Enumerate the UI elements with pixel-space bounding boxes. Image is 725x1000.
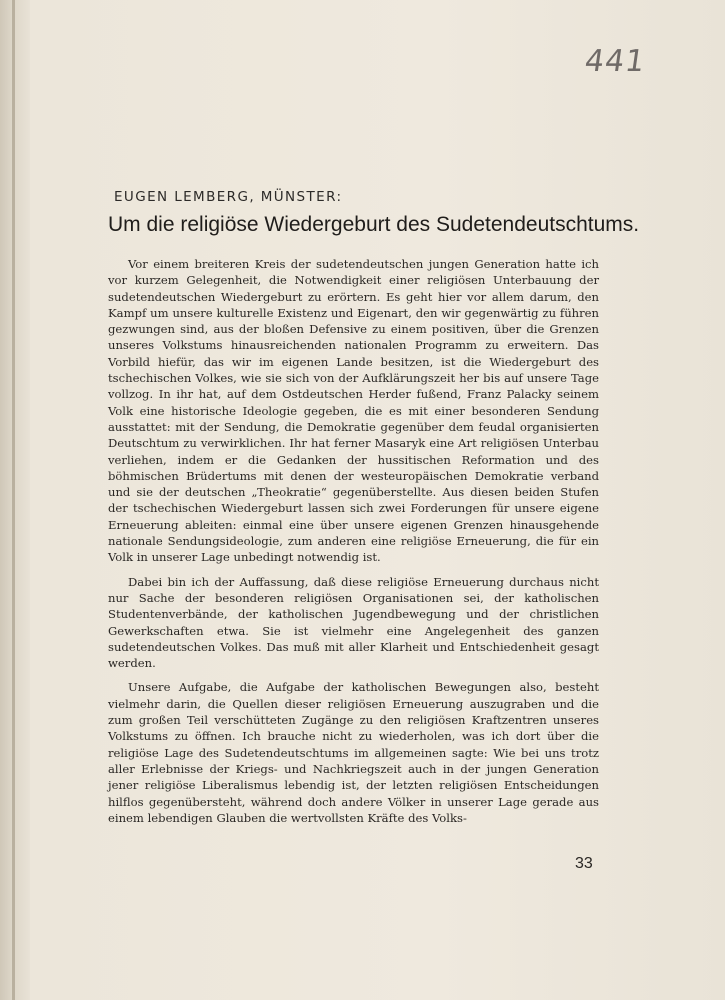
article-body bbox=[108, 256, 599, 834]
page-gutter bbox=[0, 0, 30, 1000]
paragraph-1: Vor einem breiteren Kreis der sudetendeutschen jungen Generation hatte ich vor kurzem Gelegenheit, die Notwendigkeit einer religiösen Unterbauung der sudetendeutschen Wiedergeburt zu erörtern. Es geht hier vor allem darum, den Kampf um unsere kulturelle Existenz und Eigenart, den wir gegenwärtig zu führen gezwungen sind, aus der bloßen Defensive zu einem positiven, über die Grenzen unseres Volkstums hinausreichenden nationalen Programm zu erweitern. Das Vorbild hiefür, das wir im eigenen Lande besitzen, ist die Wiedergeburt des tschechischen Volkes, wie sie sich von der Aufklärungszeit her bis auf unsere Tage vollzog. In ihr hat, auf dem Ostdeutschen Herder fußend, Franz Palacky seinem Volk eine historische Ideologie gegeben, die es mit einer besonderen Sendung ausstattet: mit der Sendung, die Demokratie gegenüber dem feudal organisierten Deutschtum zu verwirklichen. Ihr hat ferner Masaryk eine Art religiösen Unterbau verliehen, indem er die Gedanken der hussitischen Reformation und des böhmischen Brüdertums mit denen der westeuropäischen Demokratie verband und sie der deutschen „Theokratie“ gegenüberstellte. Aus diesen beiden Stufen der tschechischen Wiedergeburt lassen sich zwei Forderungen für unsere eigene Erneuerung ableiten: einmal eine über unsere eigenen Grenzen hinausgehende nationale Sendungsideologie, zum anderen eine religiöse Erneuerung, die für ein Volk in unserer Lage unbedingt notwendig ist. bbox=[108, 257, 599, 565]
author-line: EUGEN LEMBERG, MÜNSTER: bbox=[114, 189, 343, 205]
article-title: Um die religiöse Wiedergeburt des Sudetendeutschtums. bbox=[108, 213, 640, 236]
paragraph-2: Dabei bin ich der Auffassung, daß diese religiöse Erneuerung durchaus nicht nur Sache der besonderen religiösen Organisationen sei, der katholischen Studentenverbände, der katholischen Jugendbewegung und der christlichen Gewerkschaften etwa. Sie ist vielmehr eine Angelegenheit des ganzen sudetendeutschen Volkes. Das muß mit aller Klarheit und Entschiedenheit gesagt werden. bbox=[108, 574, 599, 671]
handwritten-folio-number: 441 bbox=[582, 44, 648, 79]
binding-edge bbox=[12, 0, 15, 1000]
paragraph-3: Unsere Aufgabe, die Aufgabe der katholischen Bewegungen also, besteht vielmehr darin, die Quellen dieser religiösen Erneuerung auszugraben und die zum großen Teil verschütteten Zugänge zu den religiösen Kraftzentren unseres Volkstums zu öffnen. Ich brauche nicht zu wiederholen, was ich dort über die religiöse Lage des Sudetendeutschtums im allgemeinen sagte: Wie bei uns trotz aller Erlebnisse der Kriegs- und Nachkriegszeit auch in der jungen Generation jener religiöse Liberalismus lebendig ist, der letzten religiösen Entscheidungen hilflos gegenübersteht, während doch andere Völker in unserer Lage gerade aus einem lebendigen Glauben die wertvollsten Kräfte des Volks- bbox=[108, 680, 599, 825]
page-number: 33 bbox=[575, 855, 593, 872]
